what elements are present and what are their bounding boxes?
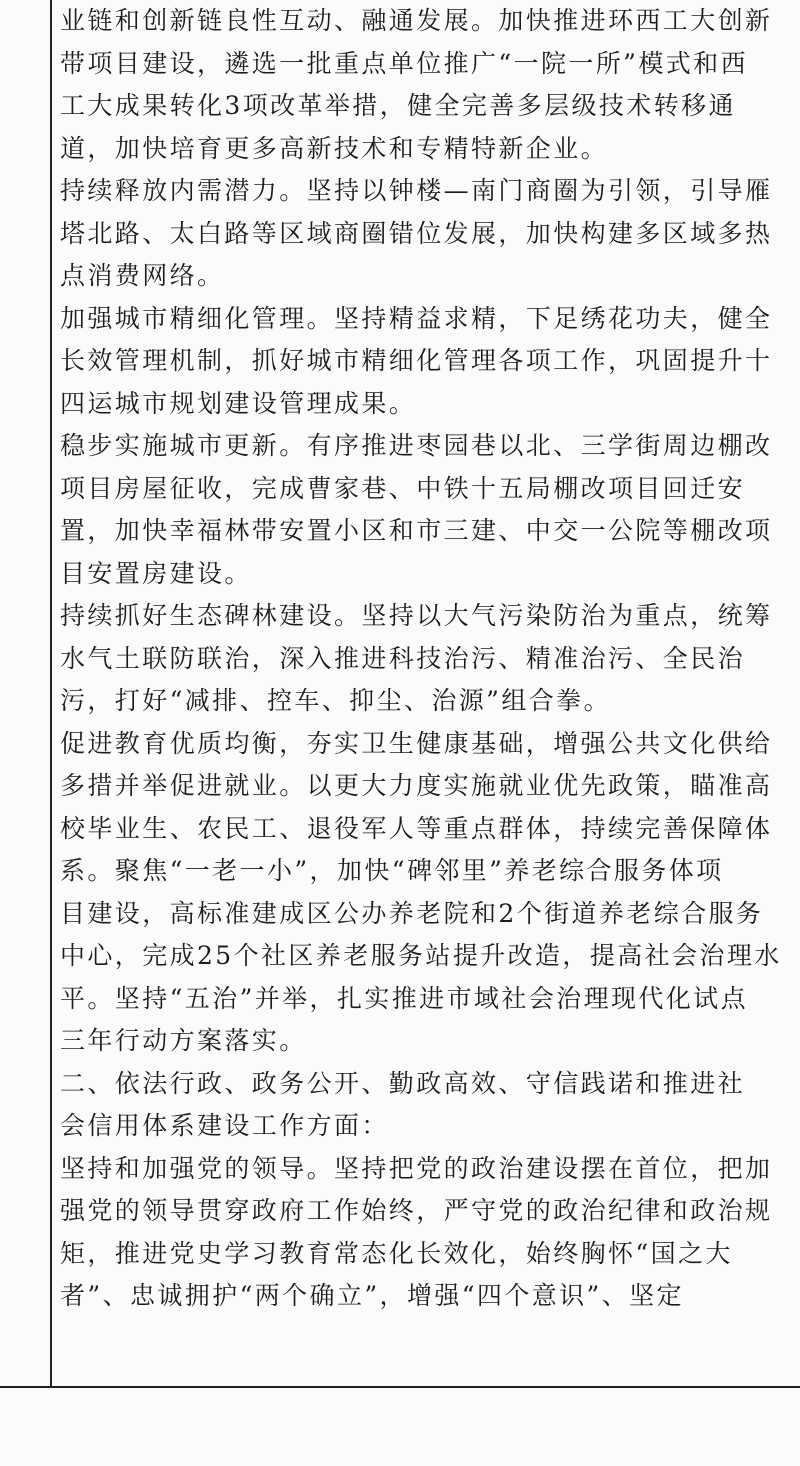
text-line: 带项目建设，遴选一批重点单位推广“一院一所”模式和西 (60, 48, 748, 78)
text-line: 长效管理机制，抓好城市精细化管理各项工作，巩固提升十 (60, 346, 773, 375)
text-line: 项目房屋征收，完成曹家巷、中铁十五局棚改项目回迁安 (60, 473, 746, 503)
text-line: 稳步实施城市更新。有序推进枣园巷以北、三学街周边棚改 (60, 431, 773, 460)
section-heading-line: 会信用体系建设工作方面： (60, 1111, 389, 1140)
section-heading-line: 二、依法行政、政务公开、勤政高效、守信践诺和推进社 (60, 1068, 746, 1098)
text-line: 者”、忠诚拥护“两个确立”，增强“四个意识”、坚定 (60, 1281, 684, 1310)
text-line: 平。坚持“五治”并举，扎实推进市域社会治理现代化试点 (60, 983, 748, 1013)
text-line: 矩，推进党史学习教育常态化长效化，始终胸怀“国之大 (60, 1238, 733, 1268)
table-rule-left (0, 1386, 50, 1388)
text-line: 目安置房建设。 (60, 558, 252, 588)
text-line: 道，加快培育更多高新技术和专精特新企业。 (60, 133, 609, 163)
document-body (60, 0, 790, 1318)
text-line: 业链和创新链良性互动、融通发展。加快推进环西工大创新 (60, 6, 773, 35)
text-line: 系。聚焦“一老一小”，加快“碑邻里”养老综合服务体项 (60, 856, 724, 885)
text-line: 强党的领导贯穿政府工作始终，严守党的政治纪律和政治规 (60, 1196, 773, 1225)
text-line: 中心，完成25个社区养老服务站提升改造，提高社会治理水 (60, 941, 782, 970)
text-line: 塔北路、太白路等区域商圈错位发展，加快构建多区域多热 (60, 218, 773, 248)
text-line: 加强城市精细化管理。坚持精益求精，下足绣花功夫，健全 (60, 303, 773, 333)
text-line: 多措并举促进就业。以更大力度实施就业优先政策，瞄准高 (60, 771, 773, 800)
text-line: 水气土联防联治，深入推进科技治污、精准治污、全民治 (60, 643, 746, 673)
text-line: 置，加快幸福林带安置小区和市三建、中交一公院等棚改项 (60, 516, 773, 545)
text-line: 工大成果转化3项改革举措，健全完善多层级技术转移通 (60, 91, 736, 120)
text-line: 持续释放内需潜力。坚持以钟楼—南门商圈为引领，引导雁 (60, 176, 773, 205)
text-line: 坚持和加强党的领导。坚持把党的政治建设摆在首位，把加 (60, 1153, 773, 1183)
text-line: 促进教育优质均衡，夯实卫生健康基础，增强公共文化供给 (60, 728, 773, 758)
text-line: 四运城市规划建设管理成果。 (60, 388, 417, 418)
text-line: 点消费网络。 (60, 261, 225, 290)
text-line: 污，打好“减排、控车、抑尘、治源”组合拳。 (60, 686, 611, 715)
text-line: 校毕业生、农民工、退役军人等重点群体，持续完善保障体 (60, 813, 773, 843)
text-line: 三年行动方案落实。 (60, 1026, 307, 1055)
text-line: 持续抓好生态碑林建设。坚持以大气污染防治为重点，统筹 (60, 601, 773, 630)
text-line: 目建设，高标准建成区公办养老院和2个街道养老综合服务 (60, 898, 764, 928)
